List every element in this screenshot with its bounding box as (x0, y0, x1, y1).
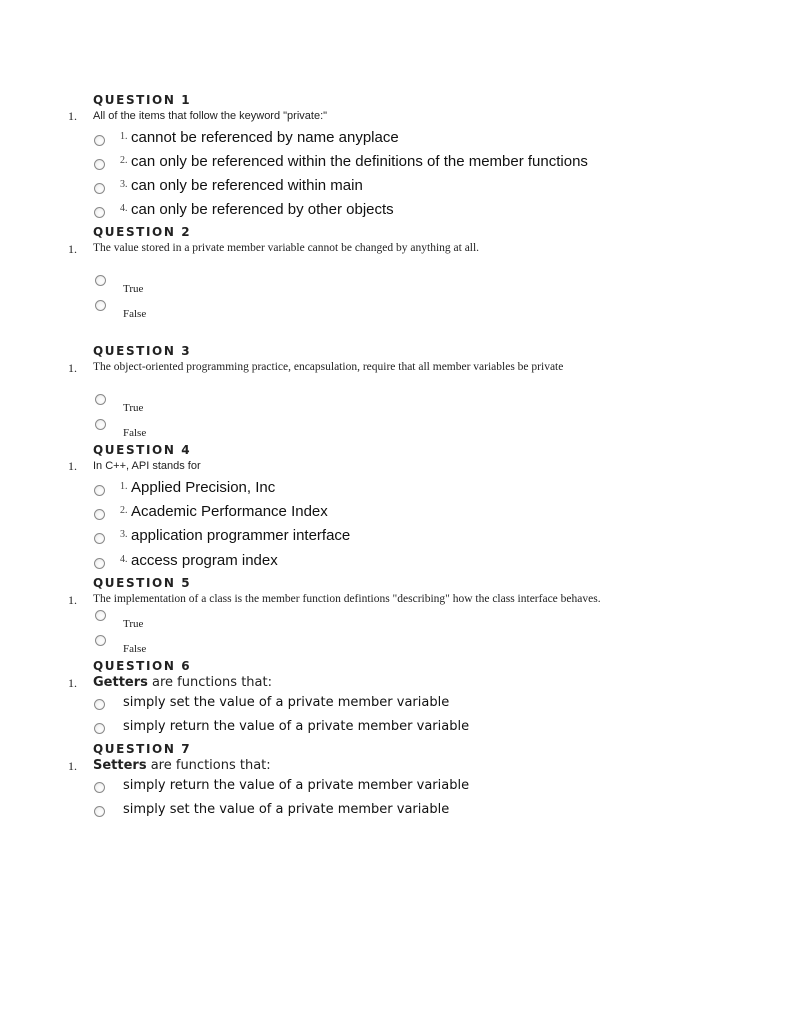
radio-option-2[interactable] (94, 806, 105, 817)
option-label: True (123, 618, 144, 630)
question-heading: QUESTION 3 (93, 344, 192, 358)
question-text-rest: are functions that: (146, 758, 271, 773)
option-label: simply return the value of a private member variable (123, 778, 470, 793)
radio-option-2[interactable] (94, 159, 105, 170)
keyword-getters: Getters (93, 675, 148, 690)
option-label: cannot be referenced by name anyplace (131, 129, 399, 146)
option-number: 4. (120, 554, 128, 565)
option-label: Applied Precision, Inc (131, 479, 276, 496)
question-text: The implementation of a class is the member function defintions "describing" how the class interface behaves. (93, 593, 601, 605)
question-number: 1. (68, 109, 77, 123)
option-label: False (123, 308, 147, 320)
radio-option-2[interactable] (94, 509, 105, 520)
question-number: 1. (68, 759, 77, 773)
option-label: simply return the value of a private member variable (123, 719, 470, 734)
radio-true[interactable] (95, 610, 106, 621)
question-heading: QUESTION 2 (93, 225, 192, 239)
option-number: 4. (120, 203, 128, 214)
question-heading: QUESTION 4 (93, 443, 192, 457)
question-text (93, 758, 271, 773)
option-label: simply set the value of a private member variable (123, 802, 450, 817)
option-number: 3. (120, 529, 128, 540)
radio-option-4[interactable] (94, 207, 105, 218)
radio-true[interactable] (95, 275, 106, 286)
question-number: 1. (68, 676, 77, 690)
radio-option-4[interactable] (94, 558, 105, 569)
option-label: can only be referenced by other objects (131, 201, 394, 218)
question-number: 1. (68, 459, 77, 473)
option-number: 2. (120, 505, 128, 516)
question-number: 1. (68, 242, 77, 256)
question-text-rest: are functions that: (147, 675, 272, 690)
option-label: True (123, 402, 144, 414)
radio-option-1[interactable] (94, 782, 105, 793)
radio-option-1[interactable] (94, 485, 105, 496)
option-label: True (123, 283, 144, 295)
option-label: can only be referenced within the definitions of the member functions (131, 153, 588, 170)
option-label: Academic Performance Index (131, 503, 328, 520)
radio-true[interactable] (95, 394, 106, 405)
option-label: can only be referenced within main (131, 177, 363, 194)
option-number: 2. (120, 155, 128, 166)
question-text: In C++, API stands for (93, 460, 201, 472)
question-number: 1. (68, 361, 77, 375)
question-heading: QUESTION 5 (93, 576, 192, 590)
option-label: access program index (131, 552, 278, 569)
option-label: False (123, 643, 147, 655)
radio-option-3[interactable] (94, 533, 105, 544)
keyword-setters: Setters (93, 758, 147, 773)
question-heading: QUESTION 1 (93, 93, 192, 107)
option-label: False (123, 427, 147, 439)
option-number: 1. (120, 131, 128, 142)
question-heading: QUESTION 6 (93, 659, 192, 673)
radio-option-2[interactable] (94, 723, 105, 734)
option-label: application programmer interface (131, 527, 351, 544)
radio-false[interactable] (95, 635, 106, 646)
question-number: 1. (68, 593, 77, 607)
radio-false[interactable] (95, 300, 106, 311)
option-number: 3. (120, 179, 128, 190)
radio-option-1[interactable] (94, 135, 105, 146)
question-text: The object-oriented programming practice, encapsulation, require that all member variables be private (93, 361, 564, 373)
radio-option-3[interactable] (94, 183, 105, 194)
question-text: All of the items that follow the keyword "private:" (93, 110, 328, 122)
question-heading: QUESTION 7 (93, 742, 192, 756)
question-text (93, 675, 272, 690)
radio-option-1[interactable] (94, 699, 105, 710)
option-number: 1. (120, 481, 128, 492)
option-label: simply set the value of a private member variable (123, 695, 450, 710)
radio-false[interactable] (95, 419, 106, 430)
question-text: The value stored in a private member variable cannot be changed by anything at all. (93, 242, 480, 254)
